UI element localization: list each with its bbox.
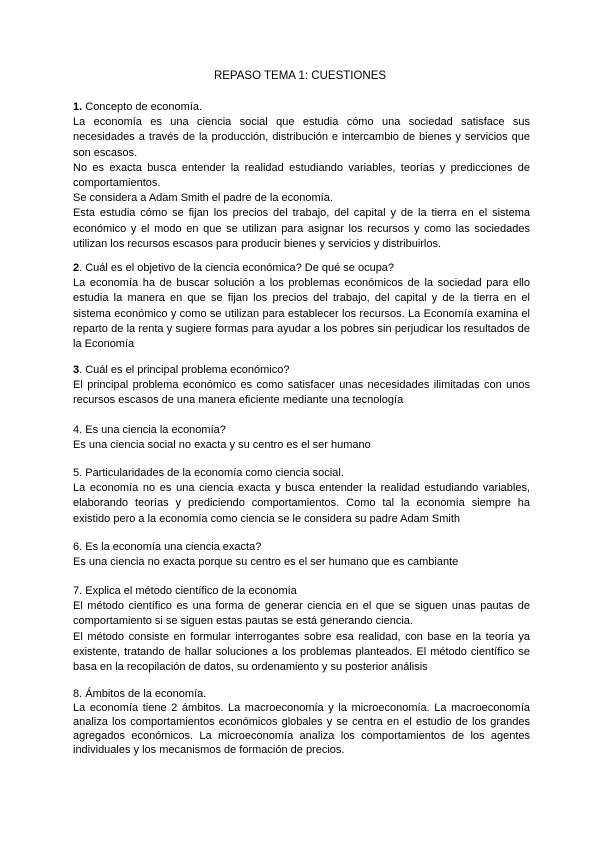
section-1 <box>73 100 530 252</box>
section-paragraph: Es una ciencia no exacta porque su centro es el ser humano que es cambiante <box>73 556 459 569</box>
section-heading-text: . Cuál es el principal problema económico? <box>79 364 290 376</box>
page-title: REPASO TEMA 1: CUESTIONES <box>213 70 387 82</box>
section-paragraph: Es una ciencia social no exacta y su centro es el ser humano <box>73 439 371 452</box>
section-heading: 4. Es una ciencia la economía? <box>73 424 226 436</box>
section-heading: 8. Ámbitos de la economía. <box>73 688 207 700</box>
section-4 <box>73 423 530 453</box>
section-heading: 7. Explica el método científico de la economía <box>73 585 297 597</box>
section-paragraph: Se considera a Adam Smith el padre de la economía. <box>73 192 333 205</box>
section-paragraph: No es exacta busca entender la realidad estudiando variables, teorías y predicciones de comportamientos. <box>73 161 530 190</box>
section-6 <box>73 540 530 570</box>
section-heading <box>73 363 530 378</box>
section-7 <box>73 584 530 675</box>
section-number: 2 <box>73 262 80 274</box>
section-heading: 6. Es la economía una ciencia exacta? <box>73 541 262 553</box>
section-paragraph: La economía tiene 2 ámbitos. La macroeconomía y la microeconomía. La macroeconomía analiza los comportamientos económicos globales y se centra en el estudio de los grandes agregados económicos. La microeconomía analiza los comportamientos de los agentes individuales y los mecanismos de formación de precios. <box>73 702 530 756</box>
section-paragraph: El método científico es una forma de generar ciencia en el que se siguen unas pautas de comportamiento si se siguen estas pautas se está generando ciencia. <box>73 600 530 628</box>
section-heading-text: . Cuál es el objetivo de la ciencia económica? De qué se ocupa? <box>79 262 395 274</box>
section-2 <box>73 261 530 352</box>
section-number: 1. <box>73 101 83 113</box>
section-3 <box>73 363 530 409</box>
section-8 <box>73 687 530 757</box>
section-number: 3 <box>73 364 80 376</box>
section-heading <box>73 261 530 276</box>
section-heading-text: Concepto de economía. <box>82 101 203 113</box>
section-paragraph: La economía no es una ciencia exacta y busca entender la realidad estudiando variables, elaborando teorías y prediciendo comportamientos. Como tal la economía siempre ha existido pero a la economía como ciencia se le considera su padre Adam Smith <box>73 482 530 525</box>
section-heading <box>73 100 530 115</box>
section-5 <box>73 466 530 527</box>
section-heading: 5. Particularidades de la economía como ciencia social. <box>73 467 344 479</box>
section-paragraph: Esta estudia cómo se fijan los precios del trabajo, del capital y de la tierra en el sistema económico y el modo en que se utilizan para asignar los recursos y como las sociedades utilizan los recursos escasos para producir bienes y servicios y distribuirlos. <box>73 207 530 250</box>
section-paragraph: El principal problema económico es como satisfacer unas necesidades ilimitadas con unos recursos escasos de una manera eficiente mediante una tecnología <box>73 379 530 407</box>
section-paragraph: El método consiste en formular interrogantes sobre esa realidad, con base en la teoría ya existente, tratando de hallar soluciones a los problemas planteados. El método científico se basa en la recopilación de datos, su ordenamiento y su posterior análisis <box>73 630 530 674</box>
section-paragraph: La economía es una ciencia social que estudia cómo una sociedad satisface sus necesidades a través de la producción, distribución e intercambio de bienes y servicios que son escasos. <box>73 116 530 159</box>
section-paragraph: La economía ha de buscar solución a los problemas económicos de la sociedad para ello estudia la manera en que se fijan los precios del trabajo, del capital y de la tierra en el sistema económico y como se utilizan para establecer los recursos. La Economía examina el reparto de la renta y sugiere formas para ayudar a los pobres sin perjudicar los resultados de la Economía <box>73 277 530 351</box>
